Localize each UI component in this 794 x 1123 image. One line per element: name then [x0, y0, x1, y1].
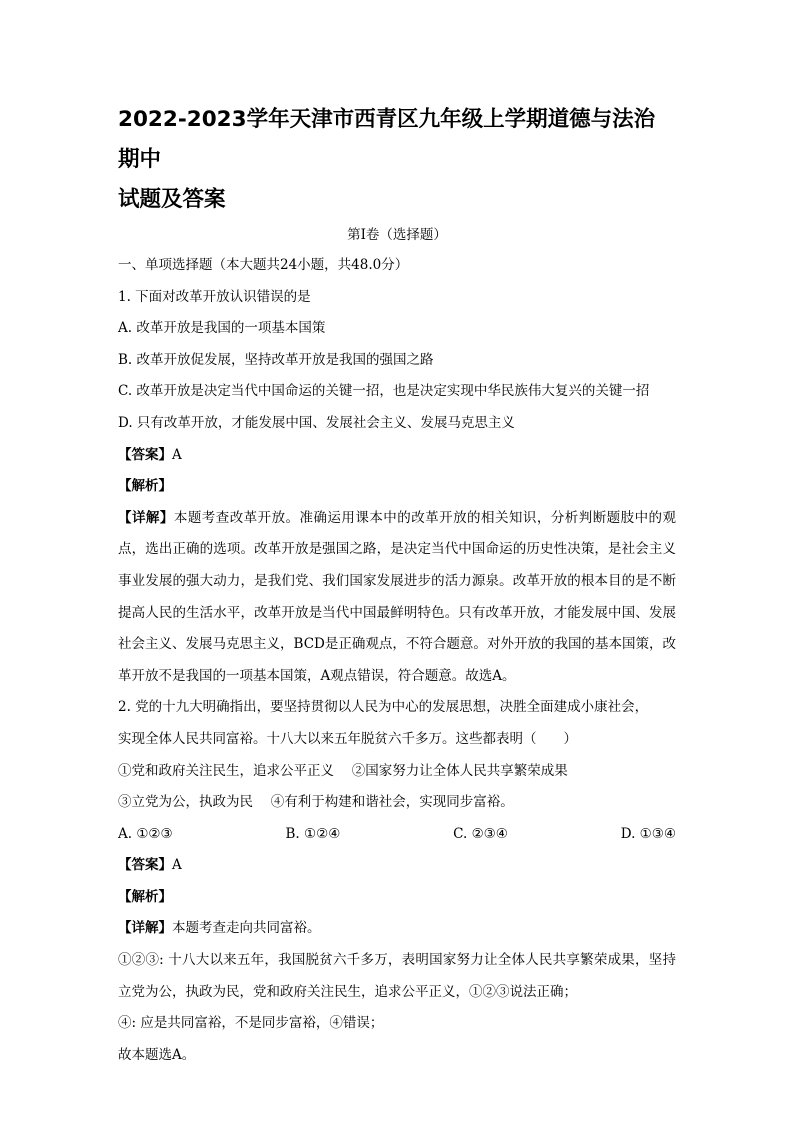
q2-conclusion: 故本题选A。: [118, 1046, 196, 1063]
q2-explain-2: ④: 应是共同富裕，不是同步富裕，④错误；: [118, 1015, 384, 1032]
q1-answer: [118, 440, 676, 472]
q1-stem: 1. 下面对改革开放认识错误的是: [118, 288, 311, 305]
q1-answer-value: A: [172, 446, 182, 463]
q2-options: [118, 819, 676, 851]
q1-detail: [118, 503, 676, 693]
q2-detail-text: 本题考查走向共同富裕。: [172, 920, 321, 937]
q2-choices-line-1: ①党和政府关注民生，追求公平正义 ②国家努力让全体人民共享繁荣成果: [118, 762, 568, 779]
q1-answer-tag: 【答案】: [118, 446, 172, 463]
q1-option-d: D. 只有改革开放，才能发展中国、发展社会主义、发展马克思主义: [118, 414, 515, 431]
q2-analysis-tag: 【解析】: [118, 888, 172, 905]
title-line-2: 试题及答案: [118, 187, 226, 212]
q2-option-c: C. ②③④: [453, 825, 508, 842]
q1-option-b: B. 改革开放促发展，坚持改革开放是我国的强国之路: [118, 351, 434, 368]
section-heading: 第Ⅰ卷（选择题）: [347, 227, 447, 243]
q2-option-d: D. ①③④: [620, 825, 676, 842]
q2-detail-tag: 【详解】: [118, 920, 172, 937]
q2-answer: [118, 850, 676, 882]
q2-detail: [118, 913, 676, 945]
q2-choices-line-2: ③立党为公，执政为民 ④有利于构建和谐社会，实现同步富裕。: [118, 794, 514, 811]
q1-detail-text: 本题考查改革开放。准确运用课本中的改革开放的相关知识，分析判断题肢中的观点，选出正确的选项。改革开放是强国之路，是决定当代中国命运的历史性决策，是社会主义事业发展的强大动力，是我们党、我们国家发展进步的活力源泉。改革开放的根本目的是不断提高人民的生活水平，改革开放是当代中国最鲜明特色。只有改革开放，才能发展中国、发展社会主义、发展马克思主义，BCD是正确观点，不符合题意。对外开放的我国的基本国策，改革开放不是我国的一项基本国策，A观点错误，符合题意。故选A。: [118, 509, 677, 684]
q2-explain-1: ①②③: 十八大以来五年，我国脱贫六千多万，表明国家努力让全体人民共享繁荣成果，坚持立党为公，执政为民，党和政府关注民生，追求公平正义，①②③说法正确；: [118, 952, 676, 1000]
document-title: [118, 100, 676, 220]
q1-analysis-tag: 【解析】: [118, 478, 172, 495]
q2-answer-value: A: [172, 857, 182, 874]
title-line-1: 2022-2023学年天津市西青区九年级上学期道德与法治期中: [118, 107, 656, 172]
q2-stem-line-2: 实现全体人民共同富裕。十八大以来五年脱贫六千多万。这些都表明（ ）: [118, 730, 577, 747]
q2-option-a: A. ①②③: [118, 825, 173, 842]
q2-option-b: B. ①②④: [285, 825, 341, 842]
part-heading: 一、单项选择题（本大题共24小题，共48.0分）: [118, 257, 409, 273]
q1-option-c: C. 改革开放是决定当代中国命运的关键一招，也是决定实现中华民族伟大复兴的关键一招: [118, 383, 650, 400]
q2-stem-line-1: 2. 党的十九大明确指出，要坚持贯彻以人民为中心的发展思想，决胜全面建成小康社会，: [118, 699, 649, 716]
q2-answer-tag: 【答案】: [118, 857, 172, 874]
q1-option-a: A. 改革开放是我国的一项基本国策: [118, 320, 326, 337]
q1-detail-tag: 【详解】: [118, 509, 174, 526]
